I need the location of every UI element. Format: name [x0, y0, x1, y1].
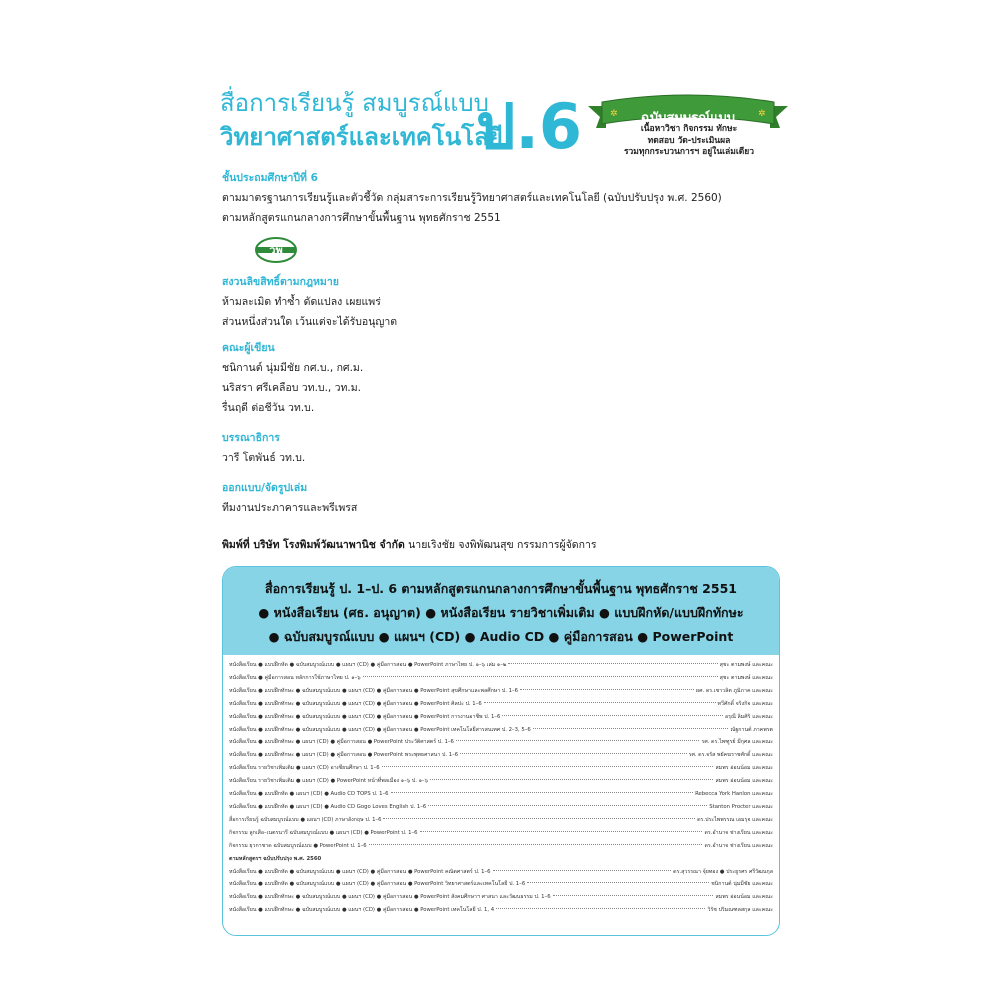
- catalog-row-title: หนังสือเรียน ● แบบฝึกทักษะ ● ฉบับสมบูรณ์แบบ ● แผนฯ (CD) ● คู่มือการสอน ● PowerPoint เทคโนโลยีสารสนเทศ ป. 2–3, 5–6: [229, 726, 531, 733]
- dot-leader: [484, 702, 716, 703]
- ribbon-sub-2: ทดสอบ วัด-ประเมินผล: [647, 135, 731, 146]
- catalog-row-author: สมพร อ่อนน้อม และคณะ: [715, 894, 773, 901]
- copyright-section: [222, 272, 397, 332]
- catalog-row-author: รศ. ดร.จรัส พยัคฆราชศักดิ์ และคณะ: [688, 752, 773, 759]
- dot-leader: [382, 766, 714, 767]
- svg-text:✲: ✲: [610, 109, 618, 119]
- editor-section: [222, 428, 305, 468]
- catalog-row-title: หนังสือเรียน ● แบบฝึกหัด ● แผนฯ (CD) ● Audio CD Gogo Loves English ป. 1–6: [229, 803, 427, 810]
- editor-label: บรรณาธิการ: [222, 432, 280, 444]
- catalog-list: [229, 659, 773, 917]
- catalog-row: [229, 775, 773, 788]
- title-line-1: สื่อการเรียนรู้ สมบูรณ์แบบ: [220, 89, 489, 117]
- catalog-row: [229, 685, 773, 698]
- catalog-row-author: สมพร อ่อนน้อม และคณะ: [715, 765, 773, 772]
- catalog-row-title: หนังสือเรียน ● แบบฝึกทักษะ ● ฉบับสมบูรณ์แบบ ● แผนฯ (CD) ● คู่มือการสอน ● PowerPoint สังคมศึกษาฯ ศาสนา และวัฒนธรรม ป. 1–6: [229, 894, 551, 901]
- catalog-row: [229, 891, 773, 904]
- dot-leader: [363, 676, 718, 677]
- design-label: ออกแบบ/จัดรูปเล่ม: [222, 482, 308, 494]
- dot-leader: [428, 805, 707, 806]
- catalog-row-title: หนังสือเรียน ● แบบฝึกทักษะ ● แผนฯ (CD) ● คู่มือการสอน ● PowerPoint ประวัติศาสตร์ ป. 1–6: [229, 739, 454, 746]
- dot-leader: [496, 908, 705, 909]
- ribbon-label: ฉบับสมบูรณ์แบบ: [640, 111, 736, 126]
- level-label: ชั้นประถมศึกษาปีที่ 6: [222, 172, 318, 184]
- ribbon-sub-3: รวมทุกกระบวนการฯ อยู่ในเล่มเดียว: [623, 147, 755, 157]
- catalog-header: [223, 567, 779, 655]
- level-section: [222, 168, 722, 228]
- catalog-row-title: หนังสือเรียน ● แบบฝึกทักษะ ● ฉบับสมบูรณ์แบบ ● แผนฯ (CD) ● คู่มือการสอน ● PowerPoint เทคโนโลยี ป. 1, 4: [229, 907, 495, 914]
- catalog-row-author: วิรัช ปริมณฑลสกุล และคณะ: [707, 907, 773, 914]
- author-1: ชนิกานต์ นุ่มมีชัย กศ.บ., กศ.ม.: [222, 362, 364, 374]
- catalog-row: [229, 866, 773, 879]
- dot-leader: [456, 740, 700, 741]
- catalog-row-title: หนังสือเรียน ● แบบฝึกหัด ● ฉบับสมบูรณ์แบบ ● แผนฯ (CD) ● คู่มือการสอน ● PowerPoint คณิตศาสตร์ ป. 1–6: [229, 868, 491, 875]
- svg-text:วพ: วพ: [269, 244, 283, 257]
- catalog-row-title: หนังสือเรียน รายวิชาเพิ่มเติม ● แผนฯ (CD) ● PowerPoint หน้าที่พลเมือง ๑–๖ ป. ๑–๖: [229, 778, 428, 785]
- catalog-row-title: หนังสือเรียน ● คู่มือการสอน หลักการใช้ภาษาไทย ป. ๑–๖: [229, 674, 361, 681]
- dot-leader: [460, 753, 686, 754]
- dot-leader: [383, 818, 695, 819]
- editor-name: วารี โตพันธ์ วท.บ.: [222, 452, 306, 464]
- design-section: [222, 478, 357, 518]
- dot-leader: [430, 779, 714, 780]
- catalog-row-author: ณัฐกานต์ ภาคพรต: [730, 726, 773, 733]
- catalog-row-title: กิจกรรม ยุวกาชาด ฉบับสมบูรณ์แบบ ● PowerPoint ป. 1–6: [229, 842, 367, 849]
- copyright-line-1: ห้ามละเมิด ทำซ้ำ ดัดแปลง เผยแพร่: [222, 296, 381, 308]
- catalog-row: [229, 878, 773, 891]
- dot-leader: [391, 792, 694, 793]
- dot-leader: [369, 844, 703, 845]
- catalog-head-2: ● หนังสือเรียน (ศธ. อนุญาต) ● หนังสือเรียน รายวิชาเพิ่มเติม ● แบบฝึกหัด/แบบฝึกทักษะ: [258, 605, 744, 620]
- printer-line: [222, 536, 597, 554]
- printer-company: พิมพ์ที่ บริษัท โรงพิมพ์วัฒนาพานิช จำกัด: [222, 539, 405, 551]
- catalog-row-title: หนังสือเรียน ● แบบฝึกทักษะ ● ฉบับสมบูรณ์แบบ ● แผนฯ (CD) ● คู่มือการสอน ● PowerPoint การงานอาชีพ ป. 1–6: [229, 713, 501, 720]
- dot-leader: [420, 831, 703, 832]
- dot-leader: [533, 728, 729, 729]
- catalog-row-author: ดร.อำนาจ ช่างเรียน และคณะ: [704, 842, 773, 849]
- author-3: รื่นฤดี ต่อชีวัน วท.บ.: [222, 402, 315, 414]
- catalog-row: [229, 788, 773, 801]
- dot-leader: [527, 882, 709, 883]
- catalog-row-title: หนังสือเรียน ● แบบฝึกทักษะ ● ฉบับสมบูรณ์แบบ ● แผนฯ (CD) ● คู่มือการสอน ● PowerPoint ศิลปะ ป. 1–6: [229, 700, 482, 707]
- catalog-row-title: หนังสือเรียน ● แบบฝึกหัด ● ฉบับสมบูรณ์แบบ ● แผนฯ (CD) ● คู่มือการสอน ● PowerPoint วิทยาศาสตร์และเทคโนโลยี ป. 1–6: [229, 881, 526, 888]
- catalog-row-title: ตามหลักสูตรฯ ฉบับปรับปรุง พ.ศ. 2560: [229, 855, 322, 862]
- catalog-row-author: รศ. ดร.ไพฑูรย์ มีกุศล และคณะ: [701, 739, 773, 746]
- catalog-row-title: หนังสือเรียน ● แบบฝึกทักษะ ● แผนฯ (CD) ● คู่มือการสอน ● PowerPoint พระพุทธศาสนา ป. 1–6: [229, 752, 459, 759]
- svg-text:✲: ✲: [758, 109, 766, 119]
- series-catalog-box: [222, 566, 780, 936]
- publisher-logo: [255, 237, 297, 263]
- catalog-row-author: Rebecca York Hanlon และคณะ: [695, 791, 773, 798]
- catalog-row-author: สุชะ ตามพงษ์ และคณะ: [719, 662, 773, 668]
- authors-label: คณะผู้เขียน: [222, 342, 275, 354]
- catalog-row: [229, 672, 773, 685]
- catalog-head-1: สื่อการเรียนรู้ ป. 1–ป. 6 ตามหลักสูตรแกนกลางการศึกษาขั้นพื้นฐาน พุทธศักราช 2551: [265, 581, 737, 596]
- catalog-row: [229, 904, 773, 917]
- catalog-row-title: หนังสือเรียน ● แบบฝึกหัด ● ฉบับสมบูรณ์แบบ ● แผนฯ (CD) ● คู่มือการสอน ● PowerPoint ภาษาไทย ป. ๑–๖ เล่ม ๑–๒: [229, 662, 507, 668]
- title-line-2: วิทยาศาสตร์และเทคโนโลยี: [220, 123, 503, 151]
- catalog-row-author: ดร.ประไพพรรณ เอมรุจ และคณะ: [697, 816, 773, 823]
- dot-leader: [520, 689, 694, 690]
- dot-leader: [553, 895, 714, 896]
- catalog-row-author: ดร.อำนาจ ช่างเรียน และคณะ: [704, 829, 773, 836]
- author-2: นริสรา ศรีเคลือบ วท.บ., วท.ม.: [222, 382, 362, 394]
- catalog-row-title: หนังสือเรียน รายวิชาเพิ่มเติม ● แผนฯ (CD) อาเซียนศึกษา ป. 1–6: [229, 765, 380, 772]
- catalog-row: [229, 762, 773, 775]
- catalog-row: [229, 724, 773, 737]
- catalog-row: [229, 659, 773, 672]
- publisher-logo-icon: [255, 237, 297, 263]
- catalog-row: [229, 698, 773, 711]
- dot-leader: [502, 715, 723, 716]
- catalog-row: [229, 827, 773, 840]
- catalog-row: [229, 749, 773, 762]
- catalog-subheading: [229, 853, 773, 866]
- catalog-row-title: หนังสือเรียน ● แบบฝึกหัด ● แผนฯ (CD) ● Audio CD TOPS ป. 1–6: [229, 791, 389, 798]
- authors-section: [222, 338, 363, 418]
- catalog-row-author: ชนิกานต์ นุ่มมีชัย และคณะ: [711, 881, 773, 888]
- catalog-row: [229, 736, 773, 749]
- dot-leader: [493, 870, 672, 871]
- catalog-row: [229, 840, 773, 853]
- catalog-row-author: สุชะ ตามพงษ์ และคณะ: [719, 674, 773, 681]
- catalog-row-title: กิจกรรม ลูกเสือ–เนตรนารี ฉบับสมบูรณ์แบบ ● แผนฯ (CD) ● PowerPoint ป. 1–6: [229, 829, 418, 836]
- catalog-row-author: ทวีศักดิ์ จริงกิจ และคณะ: [717, 700, 773, 707]
- catalog-row-title: สื่อการเรียนรู้ ฉบับสมบูรณ์แบบ ● แผนฯ (CD) ภาษาอังกฤษ ป. 1–6: [229, 816, 382, 823]
- catalog-row: [229, 801, 773, 814]
- catalog-row-author: ดร.สุวรรณา จุ้ยทอง ● ประยูรศร ศรีวัฒนกุล: [673, 868, 773, 875]
- catalog-row-author: สมพร อ่อนน้อม และคณะ: [715, 778, 773, 785]
- level-line-2: ตามหลักสูตรแกนกลางการศึกษาขั้นพื้นฐาน พุทธศักราช 2551: [222, 212, 501, 224]
- ribbon-sub-1: เนื้อหาวิชา กิจกรรม ทักษะ: [640, 124, 738, 134]
- catalog-row-author: อรุณี ลิมศิริ และคณะ: [724, 713, 773, 720]
- catalog-row: [229, 711, 773, 724]
- catalog-row-title: หนังสือเรียน ● แบบฝึกทักษะ ● ฉบับสมบูรณ์แบบ ● แผนฯ (CD) ● คู่มือการสอน ● PowerPoint สุขศึกษาและพลศึกษา ป. 1–6: [229, 687, 519, 694]
- copyright-label: สงวนลิขสิทธิ์ตามกฎหมาย: [222, 276, 339, 288]
- copyright-line-2: ส่วนหนึ่งส่วนใด เว้นแต่จะได้รับอนุญาต: [222, 316, 398, 328]
- printer-manager: นายเริงชัย จงพิพัฒนสุข กรรมการผู้จัดการ: [408, 539, 597, 551]
- catalog-row: [229, 814, 773, 827]
- level-line-1: ตามมาตรฐานการเรียนรู้และตัวชี้วัด กลุ่มสาระการเรียนรู้วิทยาศาสตร์และเทคโนโลยี (ฉบับปรับปรุง พ.ศ. 2560): [222, 192, 722, 204]
- catalog-row-author: Stanton Procter และคณะ: [709, 803, 773, 810]
- dot-leader: [508, 663, 717, 664]
- grade-label: ป.6: [476, 90, 583, 163]
- design-name: ทีมงานประภาคารและพรีเพรส: [222, 502, 358, 514]
- title-block: [220, 86, 503, 154]
- ribbon-subtext: [600, 124, 778, 159]
- catalog-head-3: ● ฉบับสมบูรณ์แบบ ● แผนฯ (CD) ● Audio CD ● คู่มือการสอน ● PowerPoint: [268, 629, 734, 644]
- catalog-row-author: ผศ. ดร.เชาวลิต ภูมิภาค และคณะ: [695, 687, 773, 694]
